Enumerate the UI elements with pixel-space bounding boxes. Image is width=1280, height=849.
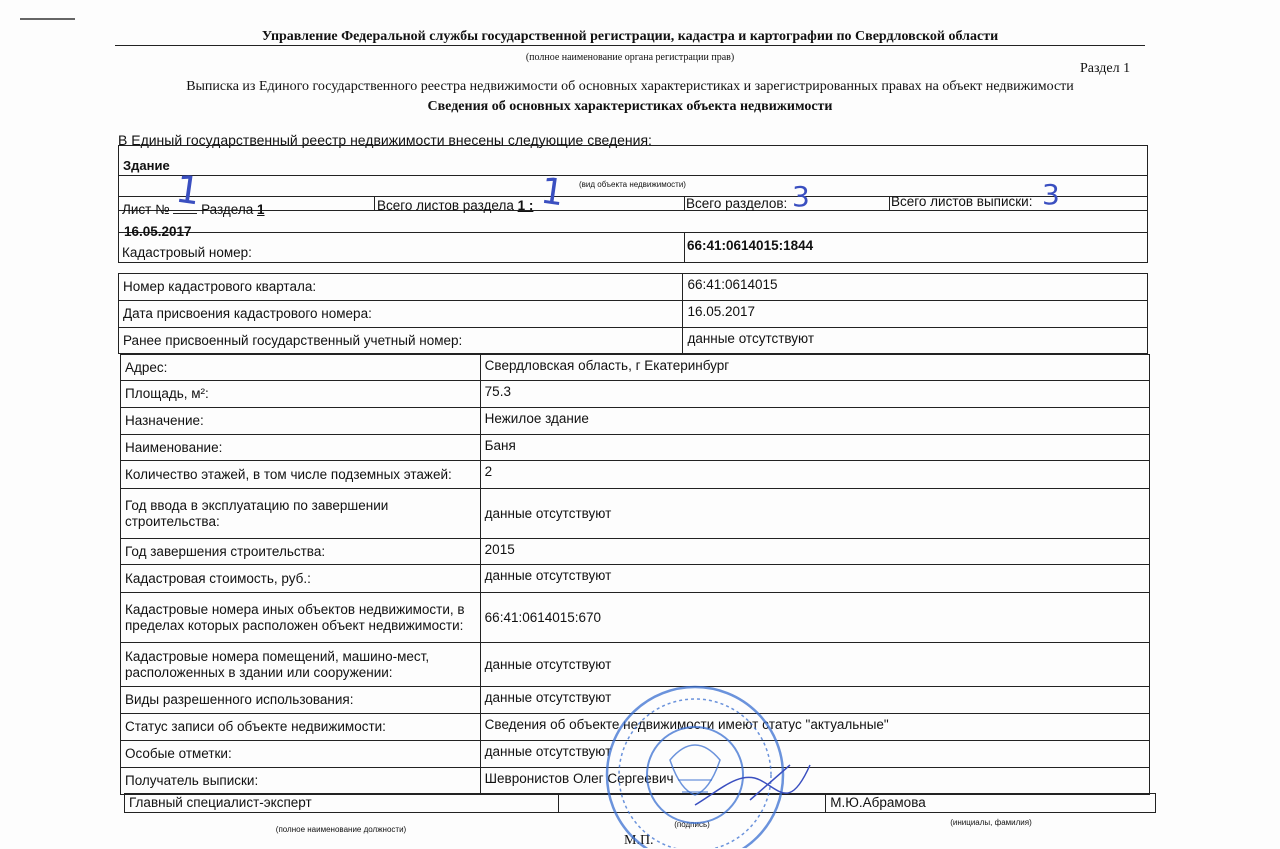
row-label: Кадастровая стоимость, руб.: xyxy=(121,565,481,593)
table-row xyxy=(121,355,1150,381)
total-sheets-label: Всего листов раздела xyxy=(377,198,514,213)
table-row xyxy=(121,539,1150,565)
table-row xyxy=(121,565,1150,593)
table-row xyxy=(119,328,1148,354)
object-type-line xyxy=(119,175,1147,176)
table-row xyxy=(121,489,1150,539)
row-label: Получатель выписки: xyxy=(121,768,481,795)
section-number-value: 1 xyxy=(257,202,265,217)
row-label: Назначение: xyxy=(121,408,481,435)
total-extract-label: Всего листов выписки: xyxy=(891,194,1033,209)
row-value: Баня xyxy=(480,435,1149,461)
row-label: Кадастровые номера помещений, машино-мест, расположенных в здании или сооружении: xyxy=(121,643,481,687)
row-value: данные отсутствуют xyxy=(683,328,1148,354)
table-row xyxy=(119,301,1148,328)
table-row xyxy=(121,435,1150,461)
sheet-row-bottom xyxy=(119,210,1147,211)
total-extract-handwritten: 3 xyxy=(1042,178,1060,211)
total-sheets-handwritten: 1 xyxy=(538,170,567,215)
section-number-label: Раздела xyxy=(201,202,254,217)
row-label: Номер кадастрового квартала: xyxy=(119,274,683,301)
signer-position: Главный специалист-эксперт xyxy=(125,794,559,813)
signature-handwritten xyxy=(690,750,830,820)
row-label: Статус записи об объекте недвижимости: xyxy=(121,714,481,741)
signature-caption: (подпись) xyxy=(674,820,710,829)
row-value: 66:41:0614015:670 xyxy=(480,593,1149,643)
row-value: Нежилое здание xyxy=(480,408,1149,435)
total-sections-label: Всего разделов: xyxy=(686,196,788,211)
cadastral-divider xyxy=(684,232,685,262)
total-sections-handwritten: 3 xyxy=(792,180,810,213)
row-label: Наименование: xyxy=(121,435,481,461)
authority-caption: (полное наименование органа регистрации прав) xyxy=(525,52,735,63)
object-date: 16.05.2017 xyxy=(124,224,192,239)
scan-mark xyxy=(20,18,75,20)
authority-underline xyxy=(115,45,1145,46)
row-label: Ранее присвоенный государственный учетный номер: xyxy=(119,328,683,354)
row-value: данные отсутствуют xyxy=(480,687,1149,714)
cadastral-number-value: 66:41:0614015:1844 xyxy=(687,238,814,253)
intro-text: В Единый государственный реестр недвижимости внесены следующие сведения: xyxy=(118,132,652,148)
row-value: 2 xyxy=(480,461,1149,489)
row-label: Площадь, м²: xyxy=(121,381,481,408)
row-value: данные отсутствуют xyxy=(480,643,1149,687)
object-type-caption: (вид объекта недвижимости) xyxy=(579,180,686,189)
row-value: 2015 xyxy=(480,539,1149,565)
row-label: Кадастровые номера иных объектов недвижимости, в пределах которых расположен объект недвижимости: xyxy=(121,593,481,643)
row-value: 75.3 xyxy=(480,381,1149,408)
row-label: Дата присвоения кадастрового номера: xyxy=(119,301,683,328)
row-value: данные отсутствуют xyxy=(480,489,1149,539)
row-label: Виды разрешенного использования: xyxy=(121,687,481,714)
sheet-divider-1 xyxy=(374,196,375,210)
sheet-number-label: Лист № xyxy=(122,202,170,217)
row-label: Год ввода в эксплуатацию по завершении строительства: xyxy=(121,489,481,539)
object-type: Здание xyxy=(123,158,170,173)
section-label: Раздел 1 xyxy=(1080,61,1131,76)
row-label: Адрес: xyxy=(121,355,481,381)
sheet-number-handwritten: 1 xyxy=(173,166,204,214)
table-row xyxy=(121,408,1150,435)
row-label: Особые отметки: xyxy=(121,741,481,768)
position-caption: (полное наименование должности) xyxy=(275,825,407,834)
row-value: Сведения об объекте недвижимости имеют статус "актуальные" xyxy=(480,714,1149,741)
total-sheets-value: 1 : xyxy=(517,198,534,213)
name-caption: (инициалы, фамилия) xyxy=(950,818,1032,827)
row-value: 66:41:0614015 xyxy=(683,274,1148,301)
cadastral-number-label: Кадастровый номер: xyxy=(122,245,252,260)
row-label: Год завершения строительства: xyxy=(121,539,481,565)
row-value: 16.05.2017 xyxy=(683,301,1148,328)
table-row xyxy=(121,461,1150,489)
row-value: Свердловская область, г Екатеринбург xyxy=(480,355,1149,381)
table-row xyxy=(121,593,1150,643)
seal-label: М.П. xyxy=(624,833,654,848)
row-value: данные отсутствуют xyxy=(480,741,1149,768)
date-row-bottom xyxy=(119,232,1147,233)
row-value: данные отсутствуют xyxy=(480,565,1149,593)
table-row xyxy=(119,274,1148,301)
sheet-divider-2 xyxy=(684,196,685,210)
document-subtitle: Сведения об основных характеристиках объекта недвижимости xyxy=(427,99,833,114)
authority-name: Управление Федеральной службы государственной регистрации, кадастра и картографии по Свердловской области xyxy=(261,29,999,44)
sheet-divider-3 xyxy=(889,196,890,210)
table-row xyxy=(121,381,1150,408)
document-title: Выписка из Единого государственного реестра недвижимости об основных характеристиках и зарегистрированных правах на объект недвижимости xyxy=(186,79,1074,94)
quarter-info-table xyxy=(118,273,1148,354)
row-label: Количество этажей, в том числе подземных этажей: xyxy=(121,461,481,489)
signer-name: М.Ю.Абрамова xyxy=(826,794,1156,813)
row-value: Шевронистов Олег Сергеевич xyxy=(480,768,1149,795)
